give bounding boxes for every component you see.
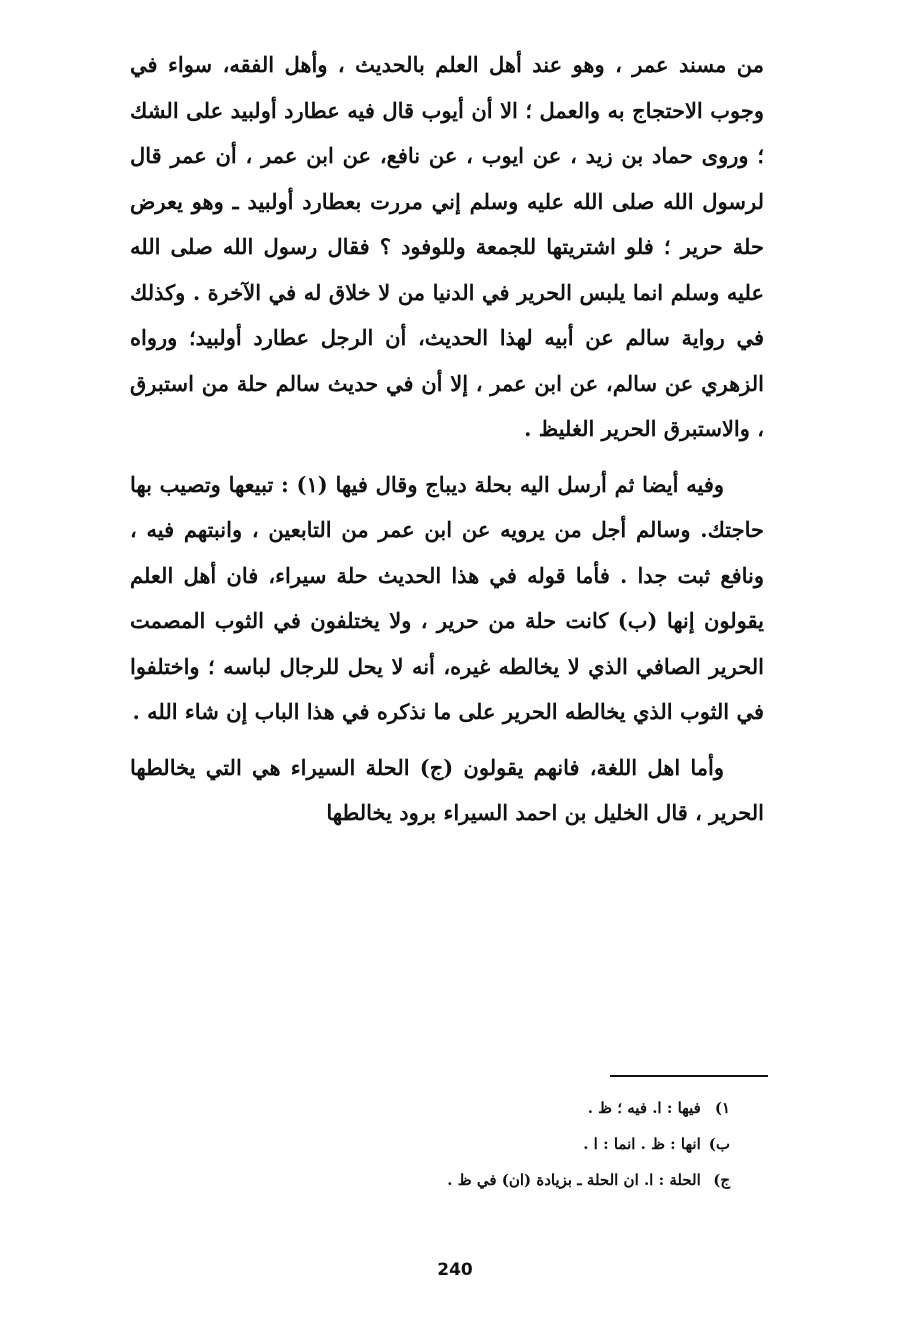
footnote-text: فيها : ا. فيه ؛ ظ . <box>587 1099 701 1117</box>
paragraph-2: وفيه أيضا ثم أرسل اليه بحلة ديباج وقال فيها (١) : تبيعها وتصيب بها حاجتك. وسالم أجل من يرويه عن ابن عمر من التابعين ، وانبتهم فيه ، ونافع ثبت جدا . فأما قوله في هذا الحديث حلة سيراء، فان أهل العلم يقولون إنها (ب) كانت حلة من حرير ، ولا يختلفون في الثوب المصمت الحرير الصافي الذي لا يخالطه غيره، أنه لا يحل للرجال لباسه ؛ واختلفوا في الثوب الذي يخالطه الحرير على ما نذكره في هذا الباب إن شاء الله . <box>130 471 764 724</box>
main-text <box>130 42 764 836</box>
footnote-2 <box>300 1126 730 1162</box>
footnote-text: الحلة : ا. ان الحلة ـ بزيادة (ان) في ظ . <box>447 1171 701 1189</box>
footnote-3 <box>300 1162 730 1198</box>
footnote-mark: ج) <box>713 1171 730 1189</box>
footnote-mark: ب) <box>708 1135 730 1153</box>
footnotes <box>300 1090 730 1198</box>
footnote-mark: ١) <box>714 1099 730 1117</box>
paragraph-3: وأما اهل اللغة، فانهم يقولون (ج) الحلة السيراء هي التي يخالطها الحرير ، قال الخليل بن احمد السيراء برود يخالطها <box>130 754 764 825</box>
footnote-1 <box>300 1090 730 1126</box>
page-number: 240 <box>437 1260 473 1280</box>
footnote-text: انها : ظ . انما : ا . <box>583 1135 701 1153</box>
paragraph-1: من مسند عمر ، وهو عند أهل العلم بالحديث ، وأهل الفقه، سواء في وجوب الاحتجاج به والعمل ؛ الا أن أيوب قال فيه عطارد أولبيد على الشك ؛ وروى حماد بن زيد ، عن ايوب ، عن نافع، عن ابن عمر ، أن عمر قال لرسول الله صلى الله عليه وسلم إني مررت بعطارد أولبيد ـ وهو يعرض حلة حرير ؛ فلو اشتريتها للجمعة وللوفود ؟ فقال رسول الله صلى الله عليه وسلم انما يلبس الحرير في الدنيا من لا خلاق له في الآخرة . وكذلك في رواية سالم عن أبيه لهذا الحديث، أن الرجل عطارد أولبيد؛ ورواه الزهري عن سالم، عن ابن عمر ، إلا أن في حديث سالم حلة من استبرق ، والاستبرق الحرير الغليظ . <box>130 52 764 441</box>
footnote-divider <box>610 1075 768 1077</box>
